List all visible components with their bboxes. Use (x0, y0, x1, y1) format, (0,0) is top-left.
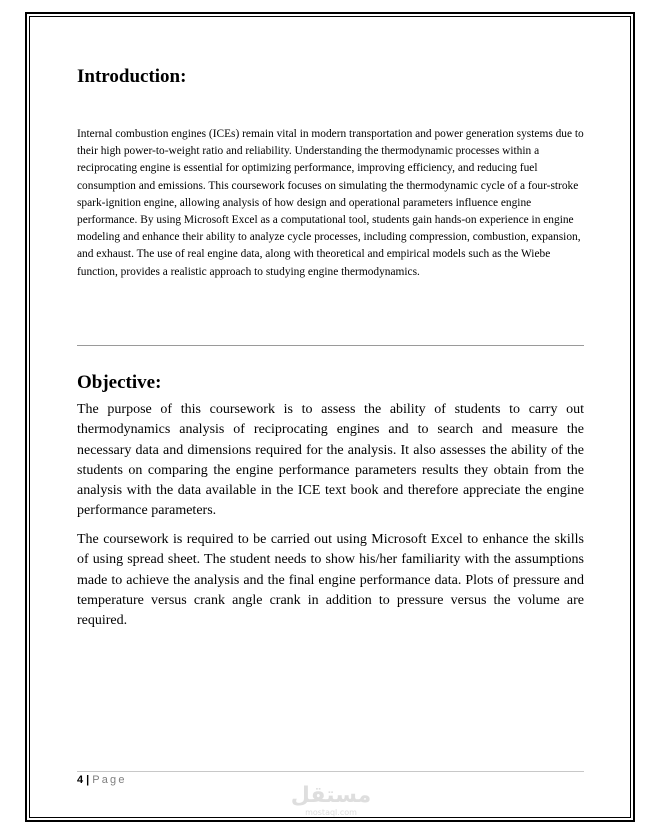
section-divider (77, 345, 584, 346)
objective-paragraph-1: The purpose of this coursework is to assess the ability of students to carry out thermodynamics analysis of reciprocating engines and to search and measure the necessary data and dimensions required for the analysis. It also assesses the ability of the students on comparing the engine performance parameters results they obtain from the analysis with the data available in the ICE text book and therefore appreciate the engine performance parameters. (77, 402, 584, 519)
footer-rule (77, 771, 584, 772)
footer-separator: | (86, 774, 90, 786)
watermark-arabic: مستقل (290, 783, 372, 808)
watermark-latin: mostaql.com (305, 808, 357, 817)
objective-heading: Objective: (77, 372, 162, 393)
page-footer (77, 774, 127, 786)
introduction-heading: Introduction: (77, 66, 187, 87)
page-label: Page (92, 774, 127, 786)
introduction-paragraph: Internal combustion engines (ICEs) remain vital in modern transportation and power generation systems due to their high power-to-weight ratio and reliability. Understanding the thermodynamic processes within a reciprocating engine is essential for optimizing performance, improving efficiency, and reducing fuel consumption and emissions. This coursework focuses on simulating the thermodynamic cycle of a four-stroke spark-ignition engine, allowing analysis of how design and operational parameters influence engine performance. By using Microsoft Excel as a computational tool, students gain hands-on experience in engine modeling and enhance their ability to analyze cycle processes, including compression, combustion, expansion, and exhaust. The use of real engine data, along with theoretical and empirical models such as the Wiebe function, provides a realistic approach to studying engine thermodynamics. (77, 128, 584, 278)
watermark-logo (286, 784, 376, 817)
objective-paragraph-2: The coursework is required to be carried out using Microsoft Excel to enhance the skills of using spread sheet. The student needs to show his/her familiarity with the assumptions made to achieve the analysis and the final engine performance data. Plots of pressure and temperature versus crank angle crank in addition to pressure versus the volume are required. (77, 532, 584, 629)
page-number: 4 (77, 774, 84, 786)
